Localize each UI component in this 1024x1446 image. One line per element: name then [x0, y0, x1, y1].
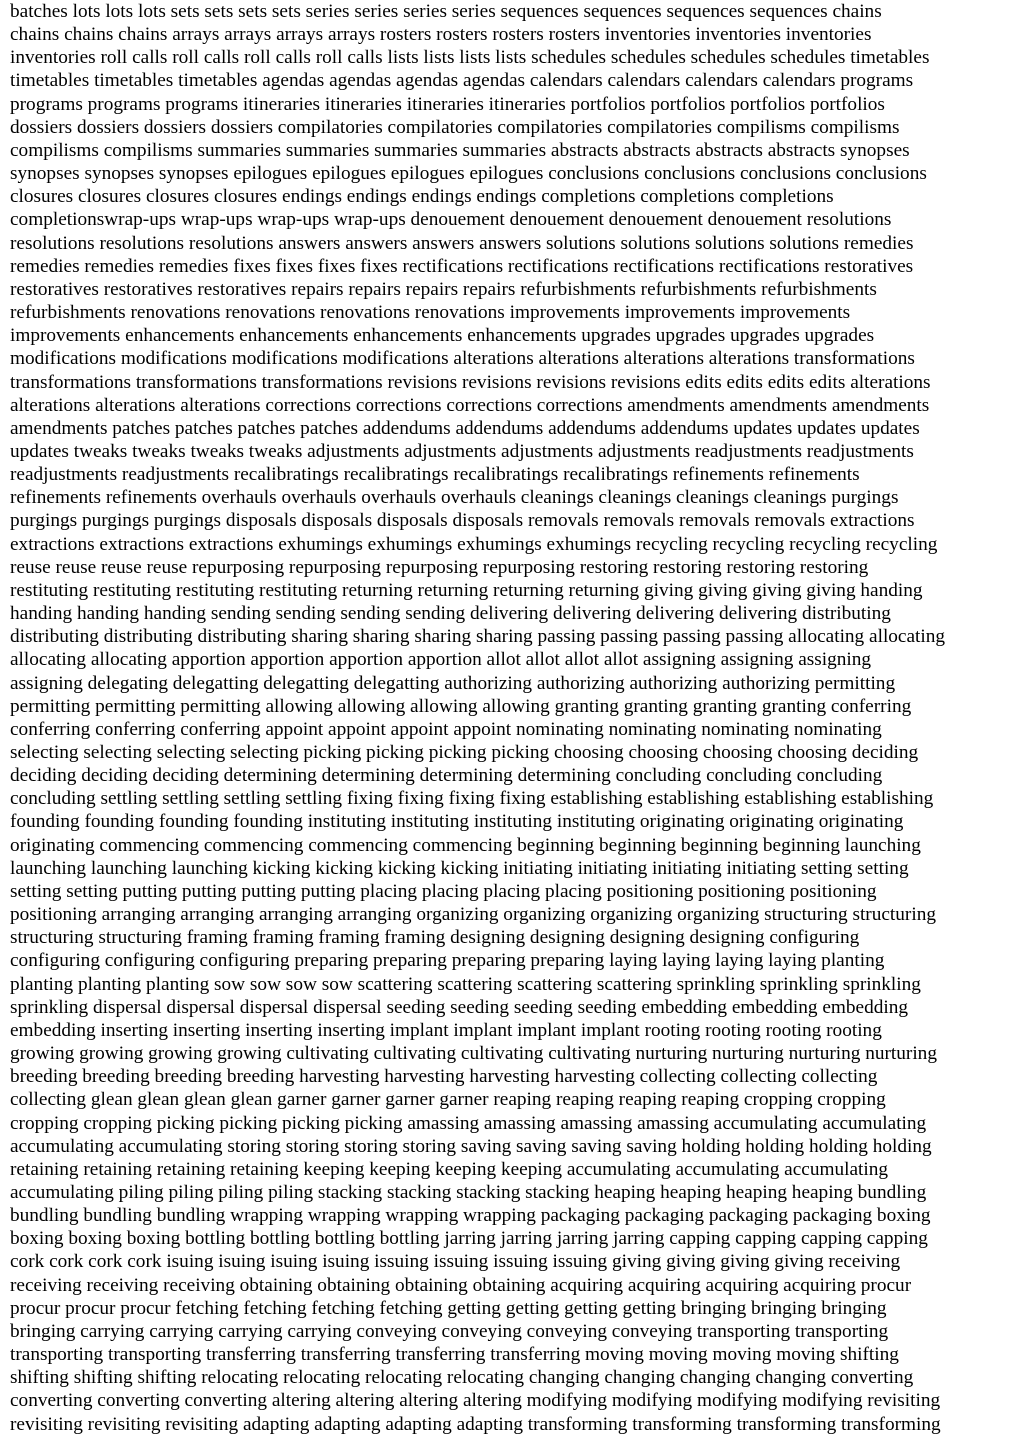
text-line: alterations alterations alterations corrections corrections corrections corrections amendments amendments amendments	[10, 394, 930, 416]
text-line: growing growing growing growing cultivating cultivating cultivating cultivating nurturing nurturing nurturing nurturing	[10, 1043, 937, 1065]
text-line: resolutions resolutions resolutions answers answers answers answers solutions solutions solutions solutions remedies	[10, 232, 914, 254]
text-line: launching launching launching kicking kicking kicking kicking initiating initiating initiating initiating setting setting	[10, 857, 909, 879]
text-line: positioning arranging arranging arranging arranging organizing organizing organizing organizing structuring structuring	[10, 904, 936, 926]
text-line: boxing boxing boxing bottling bottling bottling bottling jarring jarring jarring jarring capping capping capping capping	[10, 1228, 928, 1250]
text-line: retaining retaining retaining retaining keeping keeping keeping keeping accumulating accumulating accumulating	[10, 1158, 889, 1180]
text-line: revisiting revisiting revisiting adapting adapting adapting adapting transforming transforming transforming transforming	[10, 1413, 941, 1435]
text-line: inventories roll calls roll calls roll calls roll calls lists lists lists lists schedules schedules schedules schedules timetables	[10, 47, 930, 69]
text-line: programs programs programs itineraries itineraries itineraries itineraries portfolios portfolios portfolios portfolios	[10, 93, 885, 115]
text-line: receiving receiving receiving obtaining obtaining obtaining obtaining acquiring acquiring acquiring acquiring procur	[10, 1274, 912, 1296]
text-line: modifications modifications modifications modifications alterations alterations alterations alterations transformations	[10, 348, 915, 370]
text-line: chains chains chains arrays arrays arrays arrays rosters rosters rosters rosters inventories inventories inventories	[10, 24, 872, 46]
text-line: bringing carrying carrying carrying carrying conveying conveying conveying conveying transporting transporting	[10, 1320, 889, 1342]
text-line: allocating allocating apportion apportion apportion apportion allot allot allot allot assigning assigning assigning	[10, 649, 872, 671]
text-line: deciding deciding deciding determining determining determining determining concluding concluding concluding	[10, 765, 883, 787]
text-line: updates tweaks tweaks tweaks tweaks adjustments adjustments adjustments adjustments readjustments readjustments	[10, 440, 914, 462]
text-line: setting setting putting putting putting putting placing placing placing placing positioning positioning positioning	[10, 880, 877, 902]
text-line: readjustments readjustments recalibratings recalibratings recalibratings recalibratings refinements refinements	[10, 464, 860, 486]
text-line: timetables timetables timetables agendas agendas agendas agendas calendars calendars calendars calendars programs	[10, 70, 914, 92]
text-line: extractions extractions extractions exhumings exhumings exhumings exhumings recycling recycling recycling recycling	[10, 533, 938, 555]
text-line: remedies remedies remedies fixes fixes fixes fixes rectifications rectifications rectifications rectifications restoratives	[10, 255, 914, 277]
text-line: cropping cropping picking picking picking picking amassing amassing amassing amassing accumulating accumulating	[10, 1112, 927, 1134]
text-line: concluding settling settling settling settling fixing fixing fixing fixing establishing establishing establishing establishing	[10, 788, 934, 810]
text-line: converting converting converting altering altering altering altering modifying modifying modifying modifying revisiting	[10, 1390, 941, 1412]
text-line: compilisms compilisms summaries summaries summaries summaries abstracts abstracts abstracts abstracts synopses	[10, 139, 910, 161]
text-line: shifting shifting shifting relocating relocating relocating relocating changing changing changing changing converting	[10, 1367, 914, 1389]
text-line: embedding inserting inserting inserting inserting implant implant implant implant rooting rooting rooting rooting	[10, 1019, 882, 1041]
text-line: bundling bundling bundling wrapping wrapping wrapping wrapping packaging packaging packaging packaging boxing	[10, 1205, 931, 1227]
text-line: originating commencing commencing commencing commencing beginning beginning beginning beginning launching	[10, 834, 921, 856]
text-line: dossiers dossiers dossiers dossiers compilatories compilatories compilatories compilatories compilisms compilisms	[10, 116, 900, 138]
text-line: amendments patches patches patches patches addendums addendums addendums addendums updates updates updates	[10, 417, 920, 439]
text-line: planting planting planting sow sow sow sow scattering scattering scattering scattering sprinkling sprinkling sprinkling	[10, 973, 921, 995]
text-line: refurbishments renovations renovations renovations renovations improvements improvements improvements	[10, 302, 851, 324]
text-line: improvements enhancements enhancements enhancements enhancements upgrades upgrades upgrades upgrades	[10, 325, 875, 347]
text-line: transformations transformations transformations revisions revisions revisions revisions edits edits edits edits alterations	[10, 371, 931, 393]
text-line: reuse reuse reuse reuse repurposing repurposing repurposing repurposing restoring restoring restoring restoring	[10, 556, 869, 578]
text-line: handing handing handing sending sending sending sending delivering delivering delivering delivering distributing	[10, 603, 891, 625]
text-line: completionswrap-ups wrap-ups wrap-ups wrap-ups denouement denouement denouement denouement resolutions	[10, 209, 892, 231]
text-line: distributing distributing distributing sharing sharing sharing sharing passing passing passing passing allocating allocating	[10, 626, 946, 648]
document-text	[10, 0, 1016, 1436]
text-line: purgings purgings purgings disposals disposals disposals disposals removals removals removals removals extractions	[10, 510, 915, 532]
text-line: refinements refinements overhauls overhauls overhauls overhauls cleanings cleanings cleanings cleanings purgings	[10, 487, 899, 509]
text-line: conferring conferring conferring appoint appoint appoint appoint nominating nominating nominating nominating	[10, 718, 882, 740]
text-line: structuring structuring framing framing framing framing designing designing designing designing configuring	[10, 927, 860, 949]
text-line: procur procur procur fetching fetching fetching fetching getting getting getting getting bringing bringing bringing	[10, 1297, 887, 1319]
text-line: accumulating accumulating storing storing storing storing saving saving saving saving holding holding holding holding	[10, 1135, 932, 1157]
text-line: sprinkling dispersal dispersal dispersal dispersal seeding seeding seeding seeding embedding embedding embedding	[10, 996, 908, 1018]
text-line: restituting restituting restituting restituting returning returning returning returning giving giving giving giving handing	[10, 579, 923, 601]
text-line: permitting permitting permitting allowing allowing allowing allowing granting granting granting granting conferring	[10, 695, 912, 717]
text-line: selecting selecting selecting selecting picking picking picking picking choosing choosing choosing choosing deciding	[10, 742, 919, 763]
text-line: collecting glean glean glean glean garner garner garner garner reaping reaping reaping reaping cropping cropping	[10, 1089, 886, 1111]
text-line: restoratives restoratives restoratives repairs repairs repairs repairs refurbishments refurbishments refurbishments	[10, 278, 877, 300]
text-line: synopses synopses synopses epilogues epilogues epilogues epilogues conclusions conclusions conclusions conclusions	[10, 163, 927, 185]
text-line: accumulating piling piling piling piling stacking stacking stacking stacking heaping heaping heaping heaping bundling	[10, 1181, 927, 1203]
text-line: closures closures closures closures endings endings endings endings completions completions completions	[10, 186, 834, 208]
text-line: cork cork cork cork isuing isuing isuing isuing issuing issuing issuing issuing giving giving giving giving receiving	[10, 1251, 901, 1273]
text-line: breeding breeding breeding breeding harvesting harvesting harvesting harvesting collecting collecting collecting	[10, 1066, 878, 1088]
text-line: assigning delegating delegatting delegatting delegatting authorizing authorizing authorizing authorizing permitting	[10, 672, 896, 694]
text-line: configuring configuring configuring preparing preparing preparing preparing laying laying laying laying planting	[10, 950, 885, 972]
text-line: batches lots lots lots sets sets sets sets series series series series sequences sequences sequences sequences chains	[10, 1, 882, 22]
text-line: transporting transporting transferring transferring transferring transferring moving moving moving moving shifting	[10, 1344, 899, 1366]
text-line: founding founding founding founding instituting instituting instituting instituting originating originating originating	[10, 811, 904, 833]
